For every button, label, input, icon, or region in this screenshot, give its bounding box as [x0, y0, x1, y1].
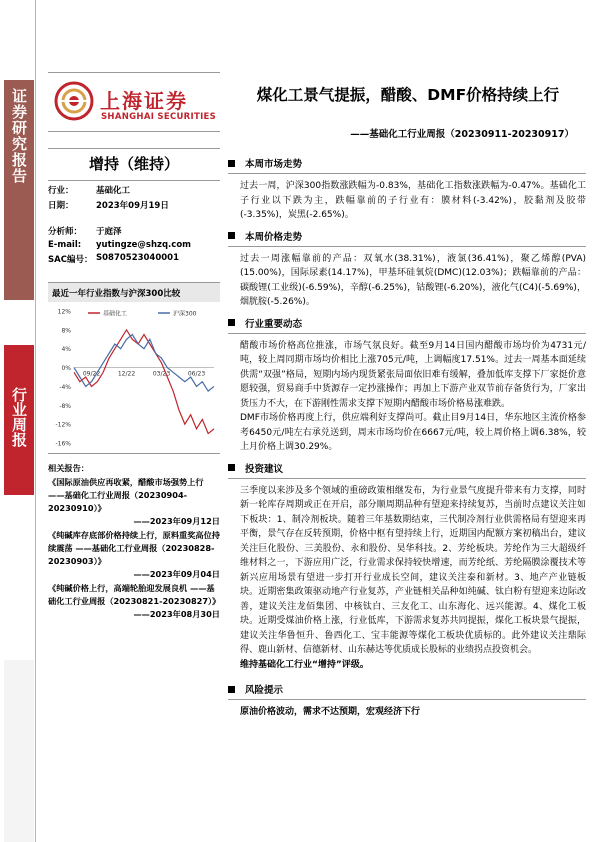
related-reports [48, 462, 220, 622]
section-heading-news [228, 316, 586, 334]
x-tick-label: 03/23 [152, 370, 171, 378]
section-heading-market [228, 156, 586, 174]
bullet-square-icon [228, 319, 235, 326]
market-trend-paragraph: 过去一周，沪深300指数涨跌幅为-0.83%，基础化工指数涨跌幅为-0.47%。基础化工子行业以下跌为主，跌幅靠前的子行业有：膜材料(-3.42%)，胶黏剂及胶带(-3.35%)，炭黑(-2.65%)。 [240, 181, 586, 220]
analyst-block [48, 225, 220, 265]
industry-label: 行业： [48, 186, 74, 196]
bullet-square-icon [228, 232, 235, 239]
side-label-weekly [4, 345, 34, 495]
sac-label: SAC编号： [48, 255, 93, 265]
y-tick-label: -8% [59, 402, 71, 410]
industry-value: 基础化工 [96, 186, 131, 196]
side-label-research-text: 证券研究报告 [10, 88, 28, 184]
sac-row [48, 253, 220, 265]
side-label-weekly-text: 行业周报 [10, 387, 28, 447]
bullet-square-icon [228, 686, 235, 693]
related-reports-heading: 相关报告： [48, 463, 89, 473]
logo-emblem-icon [54, 81, 94, 121]
date-row [48, 199, 220, 211]
related-report-item[interactable] [48, 476, 220, 528]
chart-canvas [48, 303, 220, 453]
report-subtitle: ——基础化工行业周报（20230911-20230917） [350, 129, 574, 140]
side-label-research [4, 80, 34, 300]
section-title: 投资建议 [245, 463, 284, 475]
report-title: 煤化工景气提振，醋酸、DMF价格持续上行 [256, 86, 560, 104]
related-report-item[interactable] [48, 582, 220, 621]
info-panel [48, 148, 220, 265]
related-report-title[interactable]: 《纯碱库存底部价格持续上行，原料重奖高位持续震荡 ——基础化工行业周报（20230828-20230903）》 [48, 530, 220, 566]
analyst-name: 于庭泽 [96, 227, 122, 237]
section-heading-risk [228, 682, 586, 700]
x-tick-label: 12/22 [117, 370, 136, 378]
related-report-title[interactable]: 《国际原油供应再收紧，醋酸市场强势上行 ——基础化工行业周报（20230904-20230910）》 [48, 477, 204, 513]
section-heading-advice [228, 461, 586, 479]
chart-title: 最近一年行业指数与沪深300比较 [48, 283, 220, 302]
bullet-square-icon [228, 464, 235, 471]
y-tick-label: -4% [59, 383, 71, 391]
email-label: E-mail: [48, 240, 82, 250]
section-title: 本周市场走势 [245, 159, 303, 170]
y-tick-label: 8% [61, 327, 71, 335]
analyst-label: 分析师： [48, 227, 83, 237]
sac-value: S0870523040001 [96, 253, 180, 263]
y-tick-label: -12% [55, 421, 71, 429]
y-tick-label: 4% [61, 346, 71, 354]
series-line-csi300 [74, 335, 214, 392]
email-value[interactable]: yutingze@shzq.com [96, 240, 192, 250]
x-tick-label: 09/22 [82, 370, 101, 378]
related-report-item[interactable] [48, 529, 220, 581]
logo-chinese-name: 上海证券 [100, 89, 188, 113]
section-heading-price [228, 229, 586, 247]
email-row [48, 240, 220, 250]
rating-statement: 维持基础化工行业“增持”评级。 [240, 659, 369, 670]
section-title: 行业重要动态 [245, 318, 303, 330]
date-label: 日期： [48, 201, 74, 211]
investment-advice-paragraph: 三季度以来涉及多个领域的重磅政策相继发布，为行业景气度提升带来有力支撑，同时新一轮库存周期或正在开启，部分顺周期品种有望迎来持续复苏，当前时点建议关注如下板块：1、制冷剂板块。随着三年基数期结束，三代制冷剂行业供需格局有望迎来再平衡，景气存在反转预期，价格中枢有望持续上行，近期国内配额方案初稿出台，建议关注巨化股份、三美股份、永和股份、昊华科技。2、芳纶板块。芳纶作为三大超级纤维材料之一，下游应用广泛，行业需求保持较快增速，而芳纶纸、芳纶隔膜涂覆技术等新兴应用场景有望进一步打开行业成长空间，建议关注泰和新材。3、地产产业链板块。近期密集政策驱动地产行业复苏，产业链相关品种如纯碱、钛白粉有望迎来边际改善，建议关注龙佰集团、中核钛白、三友化工、山东海化、远兴能源。4、煤化工板块。近期受煤油价格上涨，行业低库，下游需求复苏共同提振，煤化工板块景气提振，建议关注华鲁恒升、鲁西化工、宝丰能源等煤化工板块优质标的。此外建议关注鼎际得、鹿山新材、信德新材、山东赫达等优质成长股标的业绩拐点投资机会。 [240, 485, 586, 655]
section-title: 本周价格走势 [245, 231, 303, 243]
related-report-date: ——2023年09月12日 [133, 516, 220, 526]
y-tick-label: -16% [55, 440, 71, 448]
rating-badge: 增持（维持） [48, 148, 220, 181]
industry-row [48, 184, 220, 196]
risk-paragraph: 原油价格波动，需求不达预期，宏观经济下行 [240, 707, 421, 717]
date-value: 2023年09月19日 [96, 201, 169, 211]
x-tick-label: 06/23 [187, 370, 206, 378]
section-title: 风险提示 [245, 685, 284, 696]
legend-label: 基础化工 [103, 310, 128, 318]
company-logo [48, 72, 220, 132]
legend-label: 沪深300 [173, 310, 197, 318]
related-report-title[interactable]: 《纯碱价格上行，高端轮胎迎发展良机 ——基础化工行业周报（20230821-20230827）》 [48, 583, 221, 606]
index-comparison-chart [48, 282, 220, 454]
dmf-paragraph: DMF市场价格再度上行，供应端利好支撑尚可。截止目9月14日，华东地区主流价格参考6450元/吨左右承兑送到，周末市场均价在6667元/吨，较上周价格上调6.38%，较上月价格上调30.29%。 [240, 413, 586, 452]
related-report-date: ——2023年09月04日 [133, 569, 220, 579]
y-tick-label: 0% [61, 365, 71, 373]
analyst-row [48, 225, 220, 237]
logo-english-name: SHANGHAI SECURITIES [101, 112, 217, 122]
related-report-date: ——2023年08月30日 [133, 609, 220, 619]
y-tick-label: 12% [57, 308, 71, 316]
main-content [228, 150, 586, 720]
side-strip-bottom [4, 660, 34, 842]
price-trend-paragraph: 过去一周涨幅靠前的产品：双氧水(38.31%)，液氯(36.41%)，聚乙烯醇(PVA)(15.00%)，国际尿素(14.17%)，甲基环硅氧烷(DMC)(12.03%)；跌幅靠前的产品：碳酸锂(工业级)(-6.59%)，辛醇(-6.25%)，钴酸锂(-6.20%)，液化气(C4)(-5.69%)，烟胱胺(-5.26%)。 [240, 253, 586, 307]
acetic-acid-paragraph: 醋酸市场价格高位推涨，市场气氛良好。截至9月14日国内醋酸市场均价为4731元/吨，较上周同期市场均价相比上涨705元/吨，上调幅度17.51%。过去一周基本面延续供需“双强”格局，短期内场内现货紧张局面依旧难有缓解，叠加低库支撑下厂家挺价意愿较强，贸易商手中货源存一定抄涨操作；再加上下游产业双节前存备货行为，厂家出货压力不大，在下游刚性需求支撑下短期内醋酸市场价格易涨难跌。 [240, 340, 586, 409]
bullet-square-icon [228, 160, 235, 167]
side-strip [0, 0, 36, 842]
